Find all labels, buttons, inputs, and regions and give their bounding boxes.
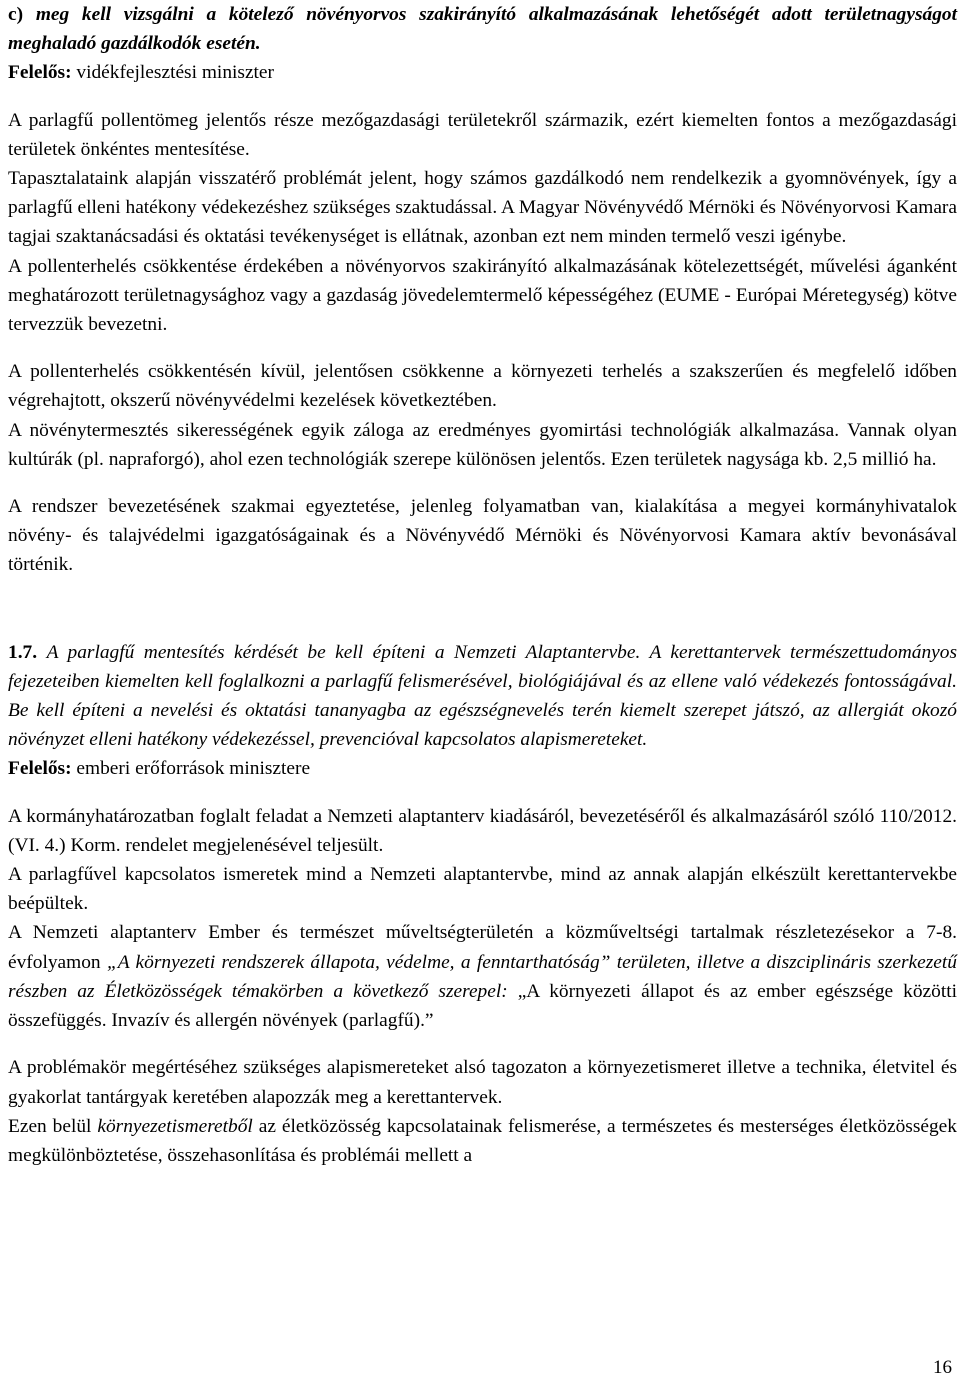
item-1-7 bbox=[8, 638, 957, 755]
item-number: 1.7. bbox=[8, 641, 38, 663]
item-c-responsible bbox=[8, 58, 957, 87]
nat-lead: A Nemzeti alaptanterv Ember és természet műveltségterületén a közműveltségi tartalmak részletezésekor a 7-8. évfolyamon bbox=[8, 922, 957, 973]
responsible-label: Felelős: bbox=[8, 758, 72, 780]
nat-italic: „A környezeti rendszerek állapota, védelme, a fenntarthatóság” területen, illetve a diszciplináris szerkezetű részben az Életközösségek témakörben a következő szerepel: bbox=[8, 951, 957, 1002]
final-italic: környezetismeretből bbox=[97, 1115, 253, 1137]
paragraph: A pollenterhelés csökkentésén kívül, jelentősen csökkenne a környezeti terhelés a szakszerűen és megfelelő időben végrehajtott, okszerű növényvédelmi kezelések következtében. bbox=[8, 361, 957, 412]
responsible-value: vidékfejlesztési miniszter bbox=[76, 62, 274, 84]
paragraph: A rendszer bevezetésének szakmai egyeztetése, jelenleg folyamatban van, kialakítása a megyei kormányhivatalok növény- és talajvédelmi igazgatóságainak és a Növényvédő Mérnöki és Növényorvosi Kamara aktív bevonásával történik. bbox=[8, 496, 957, 576]
item-c bbox=[8, 0, 957, 58]
item-c-label: c) bbox=[8, 4, 24, 25]
responsible-value: emberi erőforrások minisztere bbox=[76, 758, 311, 780]
responsible-label: Felelős: bbox=[8, 62, 72, 84]
page-number: 16 bbox=[933, 1357, 952, 1378]
nat-quote: „A környezeti állapot és az ember egészsége közötti összefüggés. Invazív és allergén növények (parlagfű).” bbox=[8, 980, 957, 1032]
paragraph: A problémakör megértéséhez szükséges alapismereteket alsó tagozaton a környezetismeret illetve a technika, életvitel és gyakorlat tantárgyak keretében alapozzák meg a kerettantervek. bbox=[8, 1057, 957, 1108]
final-lead: Ezen belül bbox=[8, 1115, 92, 1137]
paragraph: A parlagfűvel kapcsolatos ismeretek mind a Nemzeti alaptantervbe, mind az annak alapján elkészült kerettantervekbe beépültek. bbox=[8, 864, 957, 915]
item-1-7-responsible bbox=[8, 754, 957, 783]
paragraph bbox=[8, 1112, 957, 1170]
final-rest: az életközösség kapcsolatainak felismerése, a természetes és mesterséges életközösségek megkülönböztetése, összehasonlítása és problémái mellett a bbox=[8, 1115, 957, 1166]
nat-paragraph bbox=[8, 918, 957, 1035]
paragraph: A pollenterhelés csökkentése érdekében a növényorvos szakirányító alkalmazásának kötelezettségét, művelési áganként meghatározott területnagysághoz vagy a gazdaság jövedelemtermelő képességéhez (EUME - Európai Méretegység) kötve tervezzük bevezetni. bbox=[8, 255, 957, 336]
document-page bbox=[8, 0, 957, 1170]
paragraph: A kormányhatározatban foglalt feladat a Nemzeti alaptanterv kiadásáról, bevezetéséről és alkalmazásáról szóló 110/2012. (VI. 4.) Korm. rendelet megjelenésével teljesült. bbox=[8, 805, 957, 856]
paragraph: A növénytermesztés sikerességének egyik záloga az eredményes gyomirtási technológiák alkalmazása. Vannak olyan kultúrák (pl. napraforgó), ahol ezen technológiák szerepe különösen jelentős. Ezen területek nagysága kb. 2,5 millió ha. bbox=[8, 419, 957, 470]
paragraph: A parlagfű pollentömeg jelentős része mezőgazdasági területekről származik, ezért kiemelten fontos a mezőgazdasági területek önkéntes mentesítése. bbox=[8, 109, 957, 160]
item-c-text: meg kell vizsgálni a kötelező növényorvos szakirányító alkalmazásának lehetőségét adott területnagyságot meghaladó gazdálkodók esetén. bbox=[8, 4, 957, 55]
paragraph: Tapasztalataink alapján visszatérő problémát jelent, hogy számos gazdálkodó nem rendelkezik a gyomnövények, így a parlagfű elleni hatékony védekezéshez szükséges szaktudással. A Magyar Növényvédő Mérnöki és Növényorvosi Kamara tagjai szaktanácsadási és oktatási tevékenységet is ellátnak, azonban ezt nem minden termelő veszi igénybe. bbox=[8, 168, 957, 248]
item-1-7-text: A parlagfű mentesítés kérdését be kell építeni a Nemzeti Alaptantervbe. A kerettantervek természettudományos fejezeteiben kiemelten kell foglalkozni a parlagfű felismerésével, biológiájával és az ellene való védekezés fontosságával. Be kell építeni a nevelési és oktatási tananyagba az egészségnevelés terén kiemelt szerepet játszó, az allergiát okozó növényzet elleni hatékony védekezéssel, prevencióval kapcsolatos alapismereteket. bbox=[8, 641, 957, 751]
